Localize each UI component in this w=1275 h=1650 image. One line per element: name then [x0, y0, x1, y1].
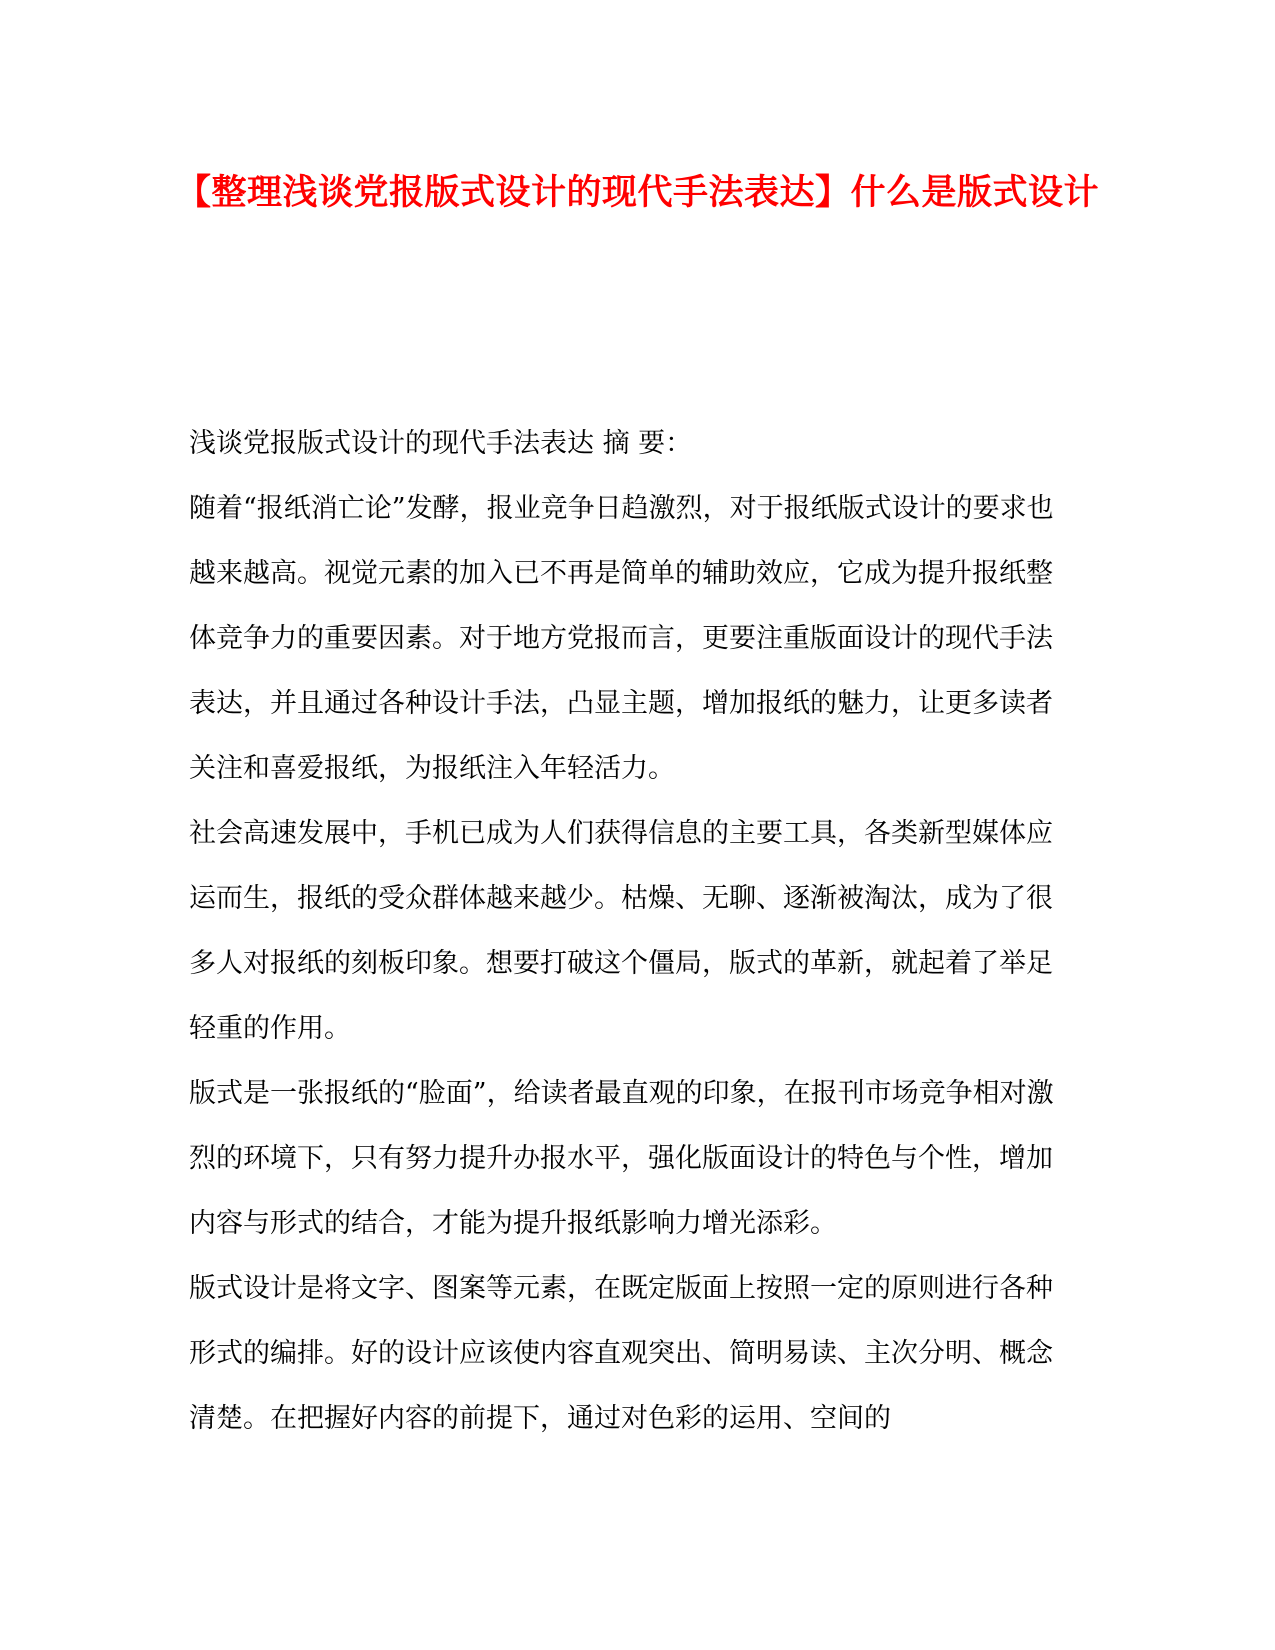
body-paragraph-3: 版式是一张报纸的“脸面”，给读者最直观的印象，在报刊市场竞争相对激烈的环境下，只有努力提升办报水平，强化版面设计的特色与个性，增加内容与形式的结合，才能为提升报纸影响力增光添彩。: [189, 1078, 1054, 1239]
document-title: 【整理浅谈党报版式设计的现代手法表达】什么是版式设计: [175, 172, 1099, 213]
document-body: [189, 411, 1069, 1451]
body-paragraph-2: 社会高速发展中，手机已成为人们获得信息的主要工具，各类新型媒体应运而生，报纸的受众群体越来越少。枯燥、无聊、逐渐被淘汰，成为了很多人对报纸的刻板印象。想要打破这个僵局，版式的革新，就起着了举足轻重的作用。: [189, 818, 1053, 1044]
body-paragraph-1: 随着“报纸消亡论”发酵，报业竞争日趋激烈，对于报纸版式设计的要求也越来越高。视觉元素的加入已不再是简单的辅助效应，它成为提升报纸整体竞争力的重要因素。对于地方党报而言，更要注重版面设计的现代手法表达，并且通过各种设计手法，凸显主题，增加报纸的魅力，让更多读者关注和喜爱报纸，为报纸注入年轻活力。: [189, 493, 1054, 784]
abstract-heading: 浅谈党报版式设计的现代手法表达 摘 要：: [189, 428, 693, 459]
body-paragraph-4: 版式设计是将文字、图案等元素，在既定版面上按照一定的原则进行各种形式的编排。好的设计应该使内容直观突出、简明易读、主次分明、概念清楚。在把握好内容的前提下，通过对色彩的运用、空间的: [189, 1273, 1053, 1434]
